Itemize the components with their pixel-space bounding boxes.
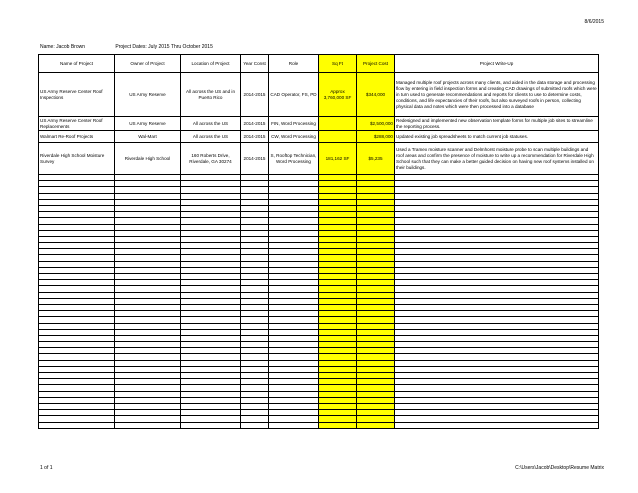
- empty-cell: [395, 422, 599, 428]
- col-header-owner: Owner of Project: [115, 55, 181, 73]
- employee-name: Name: Jacob Brown: [40, 44, 86, 50]
- cell-sqft: 181,162 SF: [319, 143, 357, 175]
- col-header-role: Role: [269, 55, 319, 73]
- table-row: [39, 131, 599, 143]
- cell-year: 2014-2015: [241, 143, 269, 175]
- cell-cost: $288,000: [357, 131, 395, 143]
- empty-cell: [181, 422, 241, 428]
- cell-location: All across the US: [181, 117, 241, 131]
- table-row: [39, 117, 599, 131]
- cell-writeup: Updated existing job spreadsheets to match current job statuses.: [395, 131, 599, 143]
- page-number: 1 of 1: [40, 465, 53, 471]
- cell-role: CW, Word Processing: [269, 131, 319, 143]
- cell-owner: Wal-Mart: [115, 131, 181, 143]
- cell-role: CAD Operator, FS, PD: [269, 73, 319, 117]
- empty-cell: [357, 422, 395, 428]
- header-row: [39, 55, 599, 73]
- cell-year: 2014-2015: [241, 73, 269, 117]
- col-header-location: Location of Project: [181, 55, 241, 73]
- table-row: [39, 143, 599, 175]
- project-dates: Project Dates: July 2015 Thru October 2015: [115, 44, 213, 50]
- cell-name: Walmart Re-Roof Projects: [39, 131, 115, 143]
- col-header-name: Name of Project: [39, 55, 115, 73]
- file-path: C:\Users\Jacob\Desktop\Resume Matrix: [515, 465, 604, 471]
- empty-row: [39, 422, 599, 428]
- empty-cell: [241, 422, 269, 428]
- cell-cost: $2,500,000: [357, 117, 395, 131]
- cell-year: 2014-2015: [241, 131, 269, 143]
- cell-sqft: [319, 117, 357, 131]
- cell-owner: Riverdale High School: [115, 143, 181, 175]
- empty-cell: [115, 422, 181, 428]
- cell-cost: $344,000: [357, 73, 395, 117]
- cell-name: US Army Reserve Center Roof Inspections: [39, 73, 115, 117]
- cell-role: S, Rooftop Technician, Word Processing: [269, 143, 319, 175]
- cell-location: All across the US and in Puerto Rico: [181, 73, 241, 117]
- cell-writeup: Redesigned and implemented new observation template forms for multiple job sites to streamline the reporting process.: [395, 117, 599, 131]
- cell-owner: US Army Reserve: [115, 73, 181, 117]
- empty-cell: [269, 422, 319, 428]
- print-date: 8/6/2015: [584, 19, 604, 25]
- empty-cell: [319, 422, 357, 428]
- cell-writeup: Managed multiple roof projects across many clients, and aided in the data storage and processing flow by entering in field inspection forms and creating CAD drawings of submitted roofs which were in turn used to generate recommendations and reports for clients to use to determine costs, conditions, and life expectancies of their roofs, but also surveyed roofs in person, collecting physical data and notes which were then processed into a database: [395, 73, 599, 117]
- cell-sqft: [319, 131, 357, 143]
- col-header-year: Year Const: [241, 55, 269, 73]
- cell-cost: $5,235: [357, 143, 395, 175]
- cell-name: US Army Reserve Center Roof Replacements: [39, 117, 115, 131]
- cell-year: 2014-2015: [241, 117, 269, 131]
- col-header-writeup: Project Write-Up: [395, 55, 599, 73]
- cell-role: FIN, Word Processing: [269, 117, 319, 131]
- col-header-cost: Project Cost: [357, 55, 395, 73]
- cell-location: All across the US: [181, 131, 241, 143]
- project-matrix-table: [38, 54, 599, 429]
- empty-cell: [39, 422, 115, 428]
- cell-owner: US Army Reserve: [115, 117, 181, 131]
- empty-rows: [39, 175, 599, 429]
- cell-name: Riverdale High School Moisture Survey: [39, 143, 115, 175]
- cell-writeup: Used a Tramex moisture scanner and Delmhorst moisture probe to scan multiple buildings and roof areas and confirm the presence of moisture to write up a recommendation for Riverdale High School such that they can make a better guided decision on having new roof systems installed on their buildings.: [395, 143, 599, 175]
- table-row: [39, 73, 599, 117]
- cell-location: 160 Roberts Drive, Riverdale, GA 30274: [181, 143, 241, 175]
- cell-sqft: Approx 3,760,000 SF: [319, 73, 357, 117]
- sheet-header: [40, 44, 213, 50]
- col-header-sqft: Sq Ft: [319, 55, 357, 73]
